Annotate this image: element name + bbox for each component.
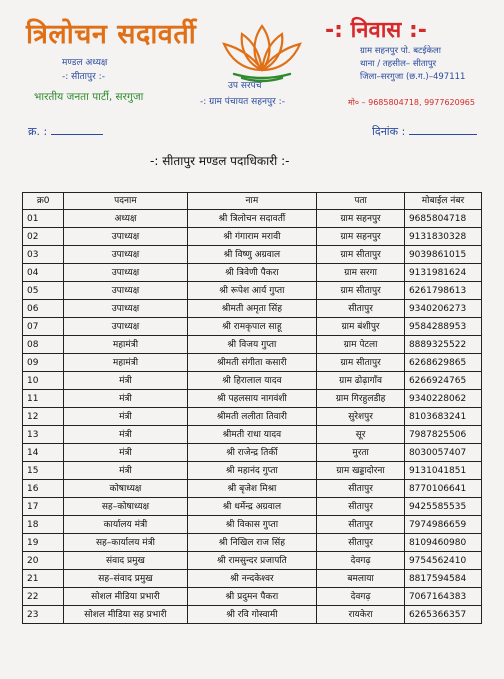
name-cell: श्री रूपेश आर्य गुप्ता xyxy=(187,282,317,300)
serial-cell: 18 xyxy=(23,516,64,534)
table-row xyxy=(23,426,482,444)
table-header-row xyxy=(23,193,482,210)
post-cell: मंत्री xyxy=(64,426,187,444)
mobile-cell: 8109460980 xyxy=(404,534,481,552)
table-row xyxy=(23,462,482,480)
date-field xyxy=(372,124,477,139)
document-title: -: सीतापुर मण्डल पदाधिकारी :- xyxy=(150,154,290,168)
officials-table xyxy=(22,192,482,624)
address-line-1: ग्राम सहनपुर पो. बटईकेला xyxy=(360,46,442,56)
name-cell: श्री महानंद गुप्ता xyxy=(187,462,317,480)
serial-cell: 06 xyxy=(23,300,64,318)
post-cell: उपाध्यक्ष xyxy=(64,264,187,282)
address-cell: रायकेरा xyxy=(317,606,405,624)
reference-field xyxy=(28,124,103,139)
table-row xyxy=(23,210,482,228)
post-cell: उपाध्यक्ष xyxy=(64,228,187,246)
address-cell: ग्राम सीतापुर xyxy=(317,246,405,264)
address-cell: सीतापुर xyxy=(317,480,405,498)
name-cell: श्री विजय गुप्ता xyxy=(187,336,317,354)
mobile-cell: 8103683241 xyxy=(404,408,481,426)
address-cell: ग्राम बंशीपुर xyxy=(317,318,405,336)
mobile-cell: 9039861015 xyxy=(404,246,481,264)
serial-cell: 01 xyxy=(23,210,64,228)
date-label: दिनांक : xyxy=(372,125,406,138)
serial-cell: 19 xyxy=(23,534,64,552)
address-cell: ग्राम सीतापुर xyxy=(317,282,405,300)
post-cell: सह–कोषाध्यक्ष xyxy=(64,498,187,516)
name-cell: श्री त्रिवेणी पैकरा xyxy=(187,264,317,282)
serial-cell: 13 xyxy=(23,426,64,444)
name-cell: श्रीमती अमृता सिंह xyxy=(187,300,317,318)
header-post: पदनाम xyxy=(64,193,187,210)
name-cell: श्री प्रदुमन पैकरा xyxy=(187,588,317,606)
serial-cell: 21 xyxy=(23,570,64,588)
gram-panchayat-label: -: ग्राम पंचायत सहनपुर :- xyxy=(200,97,285,107)
mobile-cell: 8817594584 xyxy=(404,570,481,588)
address-cell: सूर xyxy=(317,426,405,444)
date-blank xyxy=(409,134,477,135)
serial-cell: 15 xyxy=(23,462,64,480)
mobile-cell: 9131041851 xyxy=(404,462,481,480)
party-name: भारतीय जनता पार्टी, सरगुजा xyxy=(34,91,144,103)
mobile-cell: 6268629865 xyxy=(404,354,481,372)
post-cell: उपाध्यक्ष xyxy=(64,246,187,264)
post-cell: अध्यक्ष xyxy=(64,210,187,228)
post-cell: कोषाध्यक्ष xyxy=(64,480,187,498)
header-mobile: मोबाईल नंबर xyxy=(404,193,481,210)
address-cell: ग्राम सहनपुर xyxy=(317,228,405,246)
mobile-cell: 8770106641 xyxy=(404,480,481,498)
address-cell: सुरेशपुर xyxy=(317,408,405,426)
serial-cell: 03 xyxy=(23,246,64,264)
table-row xyxy=(23,408,482,426)
serial-cell: 17 xyxy=(23,498,64,516)
table-row xyxy=(23,516,482,534)
name-cell: श्री रवि गोस्वामी xyxy=(187,606,317,624)
address-cell: सीतापुर xyxy=(317,498,405,516)
address-cell: बमलाया xyxy=(317,570,405,588)
post-cell: मंत्री xyxy=(64,408,187,426)
mobile-cell: 9754562410 xyxy=(404,552,481,570)
table-row xyxy=(23,606,482,624)
header-name: नाम xyxy=(187,193,317,210)
name-cell: श्रीमती ललीता तिवारी xyxy=(187,408,317,426)
address-cell: देवगढ़ xyxy=(317,552,405,570)
post-cell: मंत्री xyxy=(64,462,187,480)
table-row xyxy=(23,552,482,570)
table-row xyxy=(23,300,482,318)
post-cell: महामंत्री xyxy=(64,336,187,354)
name-cell: श्री हिरालाल यादव xyxy=(187,372,317,390)
serial-cell: 23 xyxy=(23,606,64,624)
mobile-cell: 9131981624 xyxy=(404,264,481,282)
post-cell: सह–कार्यालय मंत्री xyxy=(64,534,187,552)
mobile-cell: 9131830328 xyxy=(404,228,481,246)
post-cell: मंत्री xyxy=(64,390,187,408)
post-cell: उपाध्यक्ष xyxy=(64,318,187,336)
letterhead xyxy=(0,0,504,118)
header-address: पता xyxy=(317,193,405,210)
serial-cell: 16 xyxy=(23,480,64,498)
name-cell: श्री विष्णु अग्रवाल xyxy=(187,246,317,264)
table-row xyxy=(23,372,482,390)
mobile-cell: 6265366357 xyxy=(404,606,481,624)
serial-cell: 05 xyxy=(23,282,64,300)
table-row xyxy=(23,480,482,498)
address-cell: ग्राम खड्डादोरना xyxy=(317,462,405,480)
name-cell: श्री राजेन्द्र तिर्की xyxy=(187,444,317,462)
table-row xyxy=(23,444,482,462)
table-row xyxy=(23,498,482,516)
address-cell: सीतापुर xyxy=(317,534,405,552)
reference-label: क्र. : xyxy=(28,125,48,138)
post-cell: उपाध्यक्ष xyxy=(64,300,187,318)
name-cell: श्री पहलसाय नागवंशी xyxy=(187,390,317,408)
post-cell: मंत्री xyxy=(64,372,187,390)
residence-title: -: निवास :- xyxy=(325,18,427,43)
reference-blank xyxy=(51,134,103,135)
name-cell: श्री त्रिलोचन सदावर्ती xyxy=(187,210,317,228)
header-serial: क्र0 xyxy=(23,193,64,210)
address-cell: सीतापुर xyxy=(317,516,405,534)
address-cell: ग्राम सीतापुर xyxy=(317,354,405,372)
table-row xyxy=(23,534,482,552)
table-row xyxy=(23,318,482,336)
mobile-numbers: मो० – 9685804718, 9977620965 xyxy=(348,98,475,107)
mobile-cell: 9340206273 xyxy=(404,300,481,318)
name-cell: श्री निखिल राज सिंह xyxy=(187,534,317,552)
address-cell: ग्राम सहनपुर xyxy=(317,210,405,228)
name-cell: श्री विकास गुप्ता xyxy=(187,516,317,534)
post-cell: संवाद प्रमुख xyxy=(64,552,187,570)
name-cell: श्री नन्दकेश्वर xyxy=(187,570,317,588)
name-cell: श्री बृजेश मिश्रा xyxy=(187,480,317,498)
serial-cell: 09 xyxy=(23,354,64,372)
post-cell: मंत्री xyxy=(64,444,187,462)
mobile-cell: 8889325522 xyxy=(404,336,481,354)
serial-cell: 14 xyxy=(23,444,64,462)
serial-cell: 02 xyxy=(23,228,64,246)
mobile-cell: 6266924765 xyxy=(404,372,481,390)
mobile-cell: 9685804718 xyxy=(404,210,481,228)
mobile-cell: 9584288953 xyxy=(404,318,481,336)
address-line-3: जिला–सरगुजा (छ.ग.)–497111 xyxy=(360,72,466,82)
lotus-logo-icon xyxy=(212,18,312,88)
table-row xyxy=(23,264,482,282)
sarpanch-label: उप सरपंच xyxy=(228,81,262,91)
serial-cell: 12 xyxy=(23,408,64,426)
name-cell: श्री रामकृपाल साहू xyxy=(187,318,317,336)
serial-cell: 07 xyxy=(23,318,64,336)
post-cell: उपाध्यक्ष xyxy=(64,282,187,300)
table-row xyxy=(23,228,482,246)
serial-cell: 11 xyxy=(23,390,64,408)
mobile-cell: 7987825506 xyxy=(404,426,481,444)
name-cell: श्री धर्मेन्द्र अग्रवाल xyxy=(187,498,317,516)
address-cell: ग्राम सरगा xyxy=(317,264,405,282)
address-cell: सीतापुर xyxy=(317,300,405,318)
address-cell: मुरता xyxy=(317,444,405,462)
table-row xyxy=(23,570,482,588)
serial-cell: 10 xyxy=(23,372,64,390)
table-row xyxy=(23,390,482,408)
post-cell: सोशल मीडिया सह प्रभारी xyxy=(64,606,187,624)
address-cell: ग्राम गिरहुलडीह xyxy=(317,390,405,408)
address-cell: ग्राम ढोढ़ागाँव xyxy=(317,372,405,390)
table-row xyxy=(23,588,482,606)
serial-cell: 22 xyxy=(23,588,64,606)
sender-post: मण्डल अध्यक्ष xyxy=(62,58,108,68)
mobile-cell: 7974986659 xyxy=(404,516,481,534)
post-cell: सह–संवाद प्रमुख xyxy=(64,570,187,588)
mobile-cell: 6261798613 xyxy=(404,282,481,300)
table-row xyxy=(23,336,482,354)
mobile-cell: 9340228062 xyxy=(404,390,481,408)
table-row xyxy=(23,282,482,300)
name-cell: श्रीमती संगीता कसारी xyxy=(187,354,317,372)
serial-cell: 08 xyxy=(23,336,64,354)
mobile-cell: 9425585535 xyxy=(404,498,481,516)
sender-name: त्रिलोचन सदावर्ती xyxy=(26,19,197,50)
address-cell: देवगढ़ xyxy=(317,588,405,606)
sender-place: -: सीतापुर :- xyxy=(62,72,105,82)
serial-cell: 04 xyxy=(23,264,64,282)
table-row xyxy=(23,354,482,372)
name-cell: श्री गंगाराम मरावी xyxy=(187,228,317,246)
mobile-cell: 8030057407 xyxy=(404,444,481,462)
post-cell: कार्यालय मंत्री xyxy=(64,516,187,534)
address-cell: ग्राम पेटला xyxy=(317,336,405,354)
mobile-cell: 7067164383 xyxy=(404,588,481,606)
name-cell: श्री रामसुन्दर प्रजापति xyxy=(187,552,317,570)
post-cell: सोशल मीडिया प्रभारी xyxy=(64,588,187,606)
name-cell: श्रीमती राधा यादव xyxy=(187,426,317,444)
post-cell: महामंत्री xyxy=(64,354,187,372)
serial-cell: 20 xyxy=(23,552,64,570)
table-row xyxy=(23,246,482,264)
address-line-2: थाना / तहसील– सीतापुर xyxy=(360,59,437,69)
